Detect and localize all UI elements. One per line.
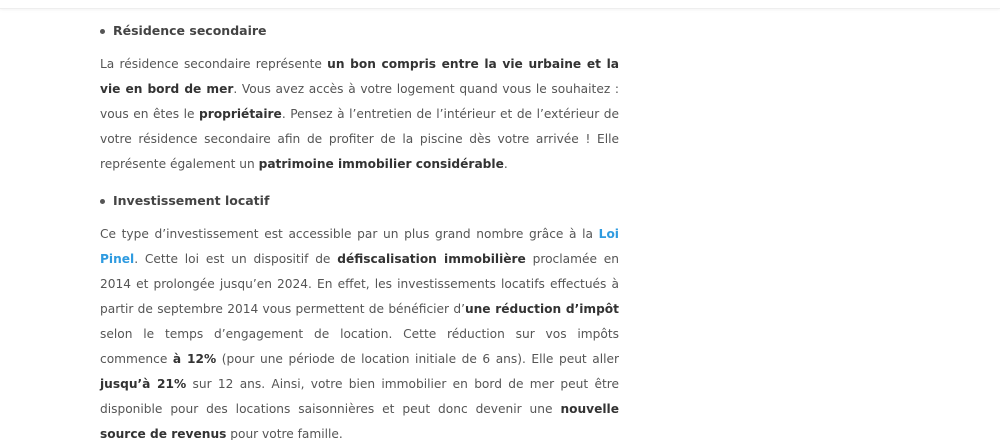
text-run: proclamée en 2014 et prolongée jusqu’en 2024. En effet, les investissements locatifs effectués à partir de septembre 2014 vous permettent de bénéficier d’ (100, 252, 619, 316)
text-run: La résidence secondaire représente (100, 57, 328, 71)
section-heading-text: Résidence secondaire (113, 23, 267, 38)
bold-text: patrimoine immobilier considérable (258, 157, 504, 171)
bold-text: à 12% (172, 352, 217, 366)
text-run: (pour une période de location initiale de 6 ans). Elle peut aller (216, 352, 619, 366)
text-run: . Pensez à l’entretien de l’intérieur et de l’extérieur de votre résidence secondaire afin de profiter de la piscine dès votre arrivée ! Elle représente également un (100, 107, 619, 171)
text-run: . Cette loi est un dispositif de (134, 252, 338, 266)
section-heading-residence-secondaire (100, 16, 619, 46)
section-heading-text: Investissement locatif (113, 193, 270, 208)
text-run: . Vous avez accès à votre logement quand vous le souhaitez : vous en êtes le (100, 82, 620, 121)
section-heading-investissement-locatif (100, 186, 619, 216)
bold-text: nouvelle source de revenus (100, 402, 619, 440)
bold-text: une réduction d’impôt (464, 302, 619, 316)
bold-text: défiscalisation immobilière (337, 252, 526, 266)
loi-pinel-link[interactable]: Loi Pinel (100, 227, 619, 266)
article-content (100, 16, 619, 440)
text-run: pour votre famille. (226, 427, 343, 440)
text-run: . (503, 157, 508, 171)
paragraph-investissement-locatif (100, 222, 619, 440)
paragraph-residence-secondaire (100, 52, 619, 177)
text-run: Ce type d’investissement est accessible par un plus grand nombre grâce à la (100, 227, 599, 241)
text-run: sur 12 ans. Ainsi, votre bien immobilier en bord de mer peut être disponible pour des locations saisonnières et peut donc devenir une (100, 377, 619, 416)
bold-text: propriétaire (199, 107, 282, 121)
header-shadow-strip (0, 0, 1000, 9)
text-run: selon le temps d’engagement de location. Cette réduction sur vos impôts commence (100, 327, 619, 366)
bold-text: un bon compris entre la vie urbaine et la vie en bord de mer (100, 57, 619, 96)
bold-text: jusqu’à 21% (100, 377, 187, 391)
